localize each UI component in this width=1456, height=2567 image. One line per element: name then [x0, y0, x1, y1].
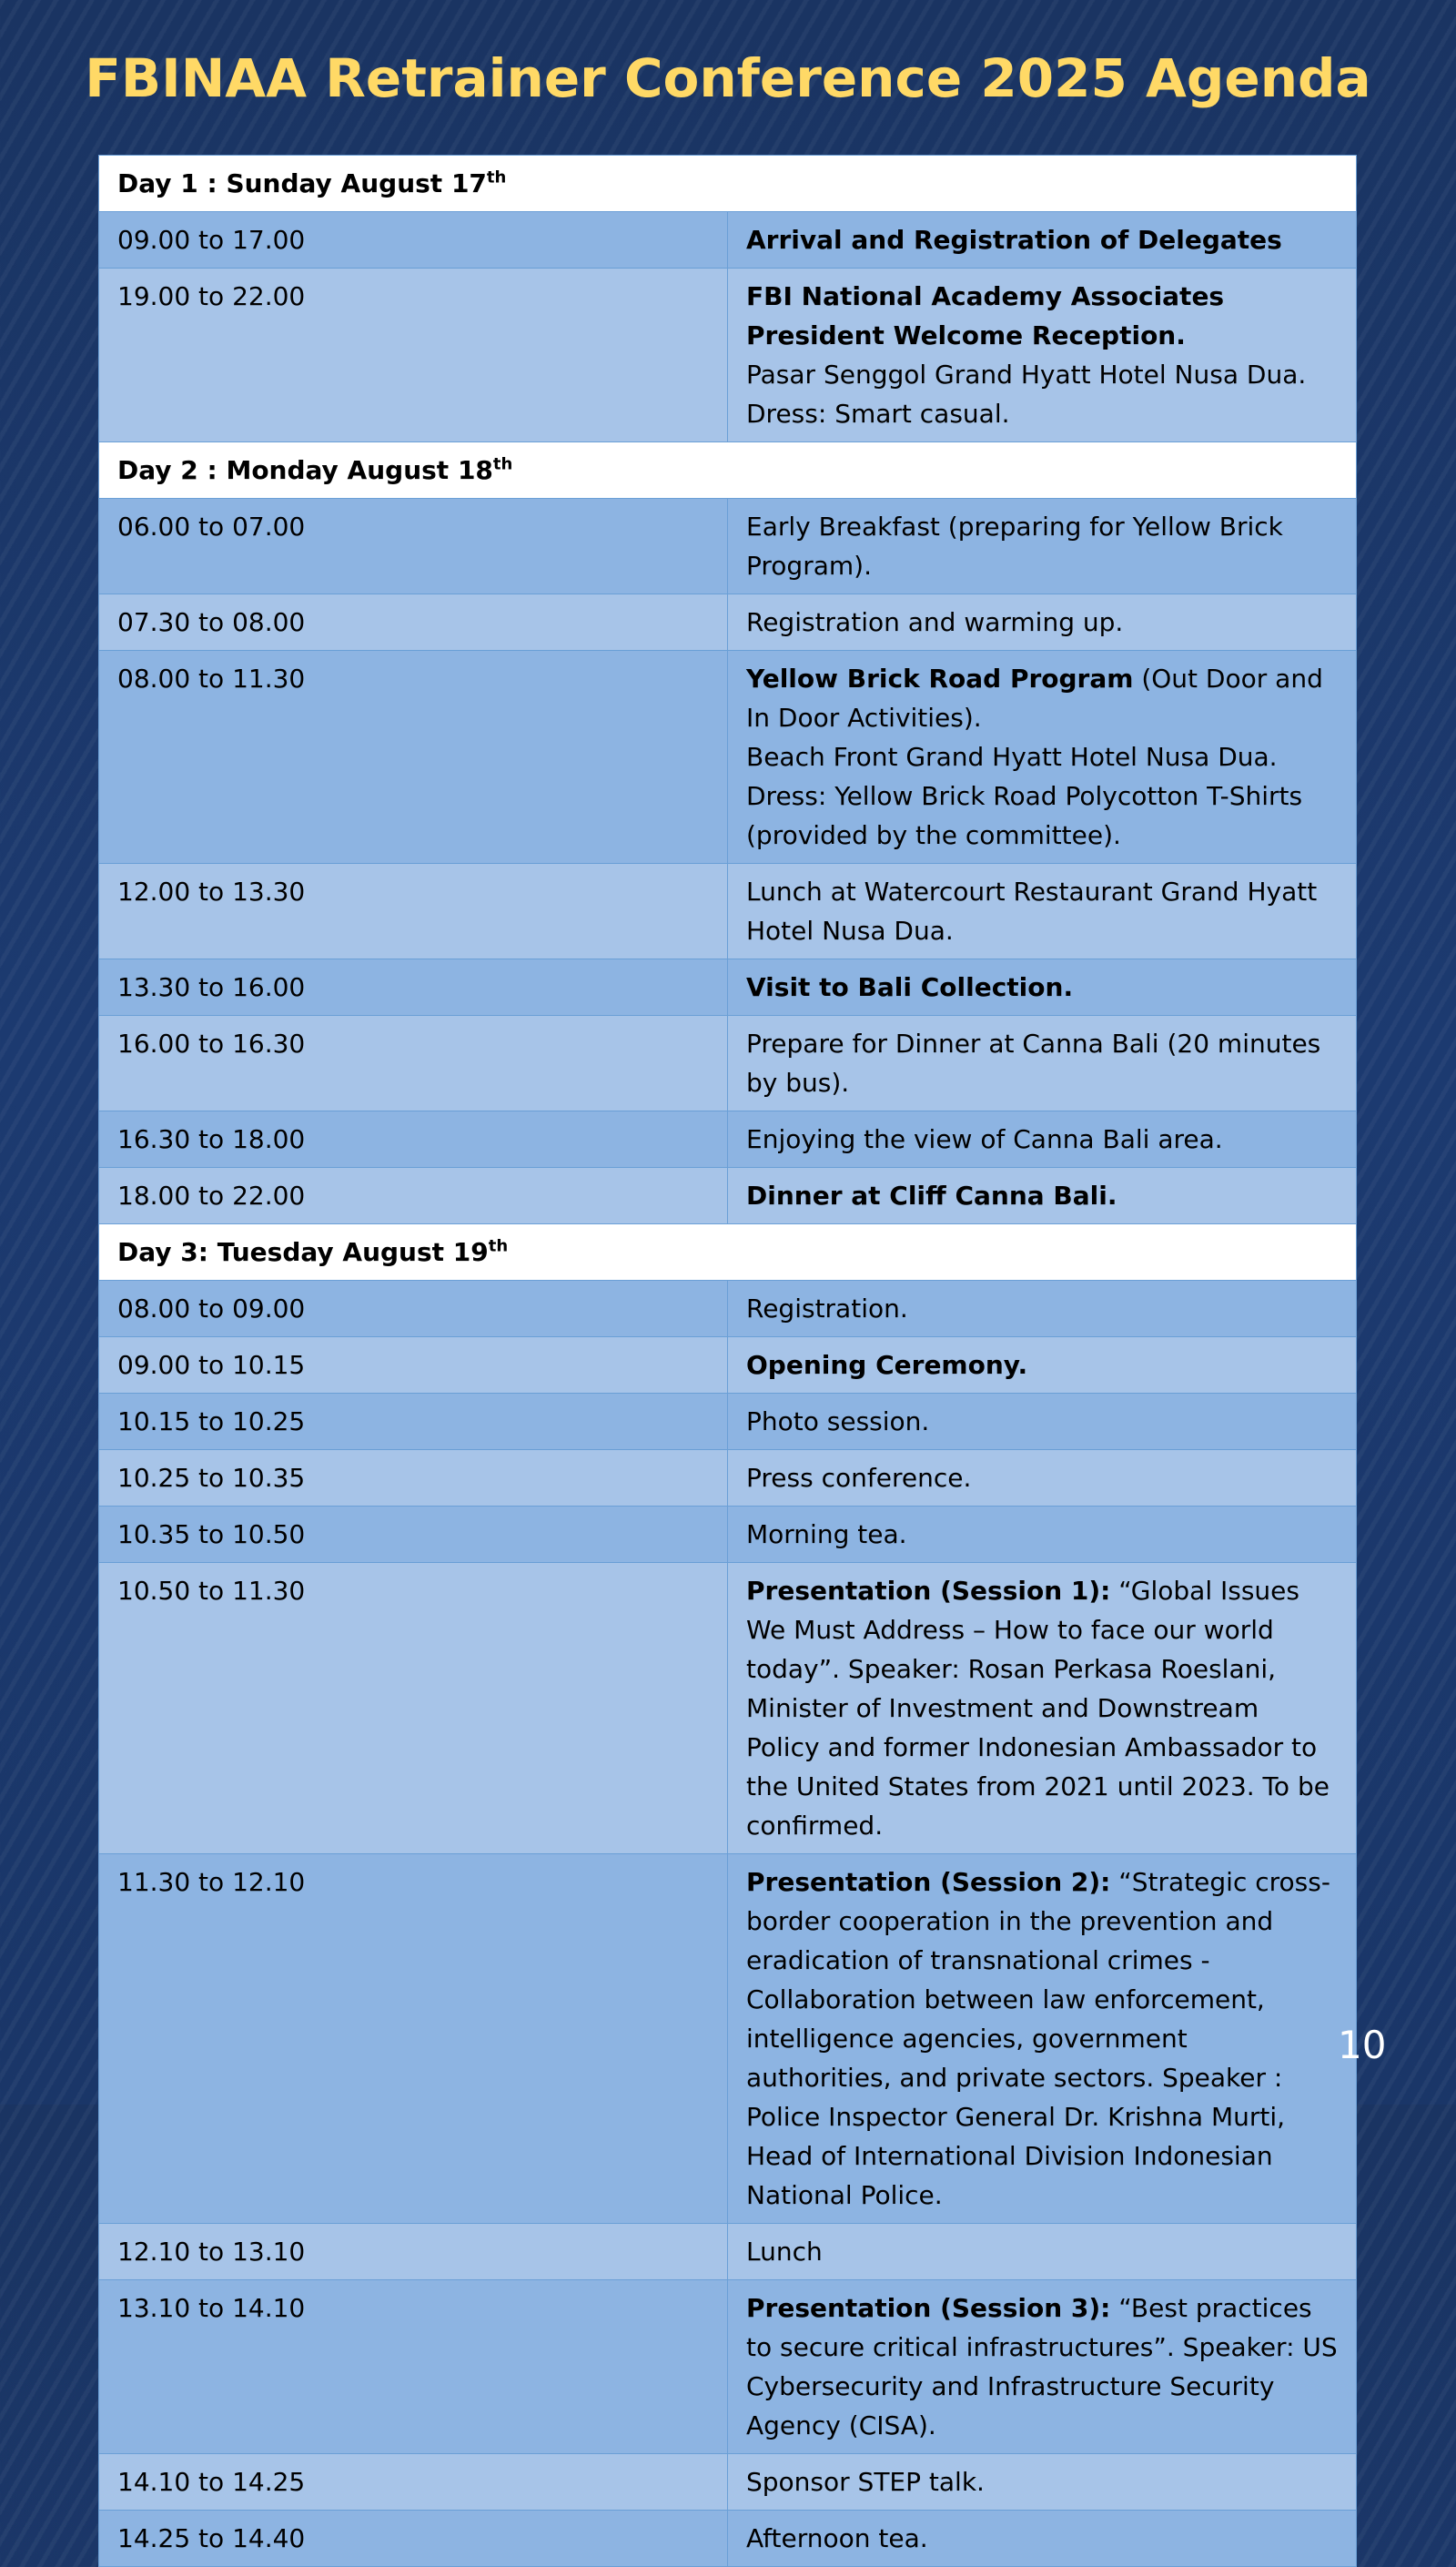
agenda-row — [99, 499, 1357, 594]
agenda-bold-text: FBI National Academy Associates President Welcome Reception. — [746, 281, 1225, 350]
day-header — [99, 1224, 1357, 1281]
agenda-row — [99, 212, 1357, 269]
agenda-description-line — [746, 1289, 1338, 1328]
agenda-time: 10.50 to 11.30 — [99, 1563, 728, 1854]
agenda-description — [728, 2454, 1357, 2511]
agenda-time: 11.30 to 12.10 — [99, 1854, 728, 2224]
agenda-bold-text: Presentation (Session 2): — [746, 1867, 1111, 1897]
agenda-text: “Global Issues We Must Address – How to face our world today”. Speaker: Rosan Perkasa Roeslani, Minister of Investment and Downstream Policy and former Indonesian Ambassador to the United States from 2021 until 2023. To be confirmed. — [746, 1576, 1330, 1841]
day-header — [99, 156, 1357, 212]
agenda-text: Lunch at Watercourt Restaurant Grand Hyatt Hotel Nusa Dua. — [746, 877, 1318, 946]
agenda-row — [99, 2224, 1357, 2280]
agenda-text: Lunch — [746, 2237, 823, 2267]
agenda-row — [99, 1281, 1357, 1337]
agenda-bold-text: Visit to Bali Collection. — [746, 972, 1074, 1002]
day-header — [99, 442, 1357, 499]
agenda-description-line — [746, 507, 1338, 585]
agenda-row — [99, 269, 1357, 442]
agenda-time: 07.30 to 08.00 — [99, 594, 728, 651]
agenda-description — [728, 1168, 1357, 1224]
agenda-description-line — [746, 1345, 1338, 1385]
agenda-bold-text: Dinner at Cliff Canna Bali. — [746, 1181, 1117, 1211]
agenda-text: Press conference. — [746, 1463, 972, 1493]
agenda-text: Early Breakfast (preparing for Yellow Brick Program). — [746, 512, 1283, 581]
day-label: Day 2 : Monday August 18 — [117, 455, 493, 485]
agenda-text: (Out Door and In Door Activities). — [746, 664, 1323, 733]
agenda-description-line — [746, 1515, 1338, 1554]
agenda-description — [728, 1111, 1357, 1168]
agenda-description — [728, 2511, 1357, 2567]
agenda-description — [728, 2224, 1357, 2280]
agenda-bold-text: Presentation (Session 3): — [746, 2293, 1111, 2323]
agenda-bold-text: Arrival and Registration of Delegates — [746, 225, 1282, 255]
agenda-time: 08.00 to 11.30 — [99, 651, 728, 864]
agenda-description-line — [746, 220, 1338, 259]
agenda-description-line — [746, 2232, 1338, 2271]
agenda-description — [728, 1450, 1357, 1507]
agenda-time: 12.00 to 13.30 — [99, 864, 728, 959]
agenda-time: 09.00 to 17.00 — [99, 212, 728, 269]
agenda-row — [99, 1168, 1357, 1224]
agenda-time: 06.00 to 07.00 — [99, 499, 728, 594]
agenda-description — [728, 499, 1357, 594]
agenda-description — [728, 1563, 1357, 1854]
day-header-row — [99, 442, 1357, 499]
agenda-description-line — [746, 1402, 1338, 1441]
agenda-row — [99, 1337, 1357, 1394]
agenda-row — [99, 1507, 1357, 1563]
agenda-description-line — [746, 968, 1338, 1007]
agenda-description — [728, 959, 1357, 1016]
agenda-description-line — [746, 872, 1338, 950]
agenda-text: Morning tea. — [746, 1519, 907, 1549]
agenda-description-line — [746, 2519, 1338, 2558]
agenda-detail-line: Pasar Senggol Grand Hyatt Hotel Nusa Dua. — [746, 360, 1307, 390]
agenda-text: Enjoying the view of Canna Bali area. — [746, 1124, 1223, 1154]
agenda-bold-text: Presentation (Session 1): — [746, 1576, 1111, 1606]
agenda-description — [728, 594, 1357, 651]
day-ordinal-suffix: th — [486, 167, 507, 188]
agenda-text: Afternoon tea. — [746, 2523, 928, 2553]
agenda-text: Prepare for Dinner at Canna Bali (20 minutes by bus). — [746, 1029, 1321, 1098]
agenda-description — [728, 864, 1357, 959]
agenda-text: Photo session. — [746, 1406, 930, 1436]
agenda-detail-line: Dress: Yellow Brick Road Polycotton T-Shirts (provided by the committee). — [746, 781, 1303, 850]
agenda-time: 12.10 to 13.10 — [99, 2224, 728, 2280]
agenda-description — [728, 212, 1357, 269]
agenda-row — [99, 1394, 1357, 1450]
page-number: 10 — [1338, 2023, 1387, 2067]
agenda-row — [99, 594, 1357, 651]
agenda-bold-text: Yellow Brick Road Program — [746, 664, 1134, 694]
agenda-time: 14.25 to 14.40 — [99, 2511, 728, 2567]
agenda-time: 10.35 to 10.50 — [99, 1507, 728, 1563]
agenda-row — [99, 2280, 1357, 2454]
agenda-body — [99, 156, 1357, 2567]
agenda-description-line — [746, 277, 1338, 355]
agenda-text: Registration. — [746, 1294, 908, 1324]
agenda-description-line — [746, 1571, 1338, 1845]
agenda-time: 13.30 to 16.00 — [99, 959, 728, 1016]
agenda-detail-line: Dress: Smart casual. — [746, 399, 1010, 429]
agenda-description-line — [746, 1862, 1338, 2215]
agenda-time: 10.25 to 10.35 — [99, 1450, 728, 1507]
day-ordinal-suffix: th — [492, 454, 513, 474]
day-ordinal-suffix: th — [488, 1236, 509, 1256]
agenda-row — [99, 1111, 1357, 1168]
agenda-description — [728, 2280, 1357, 2454]
agenda-row — [99, 1563, 1357, 1854]
agenda-description-line — [746, 1458, 1338, 1497]
agenda-time: 13.10 to 14.10 — [99, 2280, 728, 2454]
agenda-time: 18.00 to 22.00 — [99, 1168, 728, 1224]
agenda-text: “Strategic cross-border cooperation in the prevention and eradication of transnational crimes - Collaboration between law enforcement, intelligence agencies, government authorities, and private sectors. Speaker : Police Inspector General Dr. Krishna Murti, Head of International Division Indonesian National Police. — [746, 1867, 1330, 2210]
agenda-row — [99, 1016, 1357, 1111]
day-label: Day 3: Tuesday August 19 — [117, 1237, 489, 1267]
agenda-table — [98, 155, 1357, 2567]
agenda-description — [728, 1281, 1357, 1337]
agenda-description — [728, 269, 1357, 442]
agenda-text: Sponsor STEP talk. — [746, 2467, 985, 2497]
agenda-description-line — [746, 2462, 1338, 2501]
agenda-bold-text: Opening Ceremony. — [746, 1350, 1028, 1380]
agenda-row — [99, 959, 1357, 1016]
agenda-time: 08.00 to 09.00 — [99, 1281, 728, 1337]
agenda-row — [99, 651, 1357, 864]
agenda-time: 14.10 to 14.25 — [99, 2454, 728, 2511]
agenda-text: Registration and warming up. — [746, 607, 1124, 637]
agenda-row — [99, 864, 1357, 959]
agenda-description — [728, 651, 1357, 864]
agenda-description — [728, 1854, 1357, 2224]
agenda-row — [99, 1854, 1357, 2224]
agenda-time: 09.00 to 10.15 — [99, 1337, 728, 1394]
agenda-description — [728, 1016, 1357, 1111]
agenda-description-line — [746, 1024, 1338, 1102]
agenda-text: “Best practices to secure critical infrastructures”. Speaker: US Cybersecurity and Infrastructure Security Agency (CISA). — [746, 2293, 1338, 2440]
agenda-description-line — [746, 2288, 1338, 2445]
day-label: Day 1 : Sunday August 17 — [117, 168, 487, 198]
agenda-detail-line: Beach Front Grand Hyatt Hotel Nusa Dua. — [746, 742, 1278, 772]
day-header-row — [99, 1224, 1357, 1281]
agenda-description — [728, 1337, 1357, 1394]
agenda-description — [728, 1394, 1357, 1450]
agenda-time: 16.00 to 16.30 — [99, 1016, 728, 1111]
agenda-row — [99, 2511, 1357, 2567]
agenda-description-line — [746, 603, 1338, 642]
agenda-row — [99, 1450, 1357, 1507]
page-title: FBINAA Retrainer Conference 2025 Agenda — [85, 47, 1371, 109]
agenda-row — [99, 2454, 1357, 2511]
agenda-time: 10.15 to 10.25 — [99, 1394, 728, 1450]
agenda-time: 19.00 to 22.00 — [99, 269, 728, 442]
agenda-description — [728, 1507, 1357, 1563]
agenda-description-line — [746, 1176, 1338, 1215]
day-header-row — [99, 156, 1357, 212]
agenda-time: 16.30 to 18.00 — [99, 1111, 728, 1168]
agenda-description-line — [746, 1120, 1338, 1159]
agenda-description-line — [746, 659, 1338, 737]
